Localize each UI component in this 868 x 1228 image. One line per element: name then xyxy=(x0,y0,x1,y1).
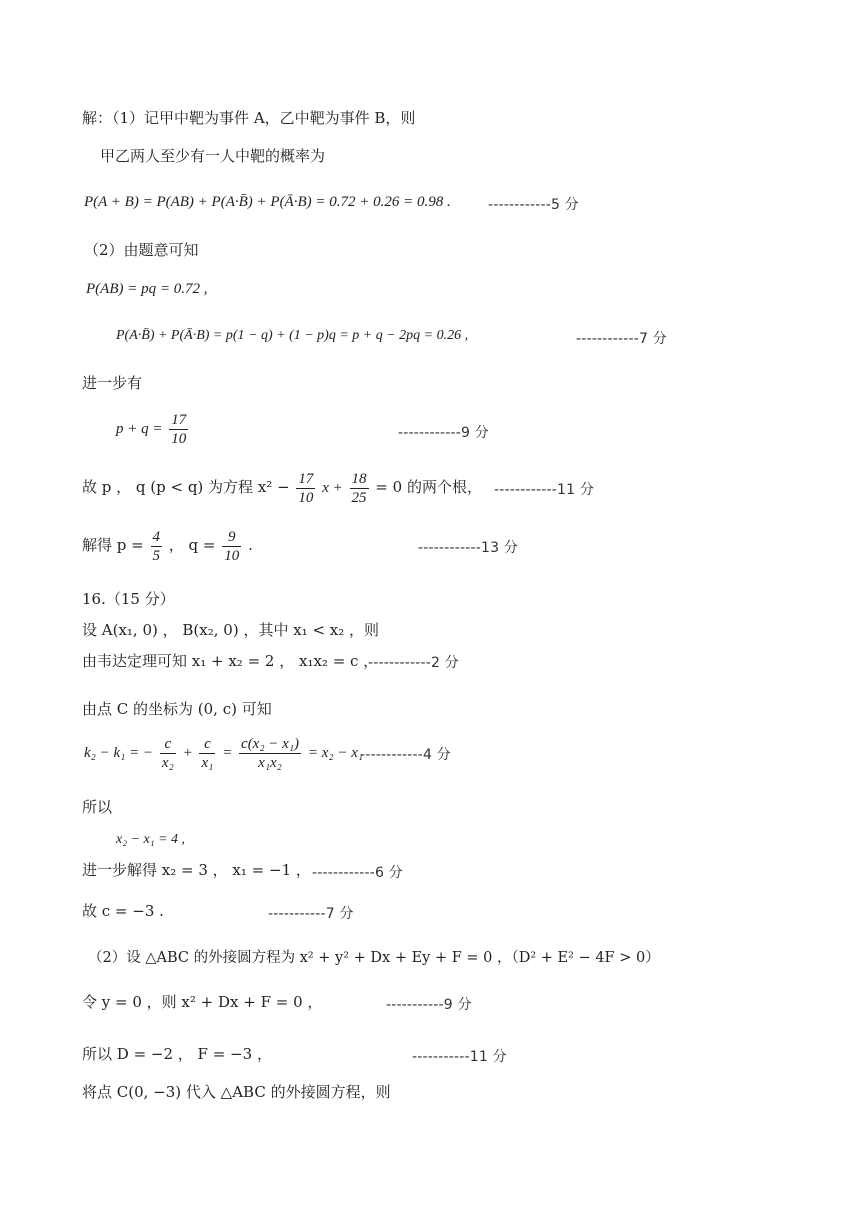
equation-p-ab: P(AB) = pq = 0.72 , xyxy=(86,281,208,297)
d-f-values-line: 所以 D = −2 ， F = −3 ， xyxy=(82,1045,272,1063)
fraction-combined: $\frac{\text{c(x₂ − x₁)}}{\text{x₁x₂}}$ xyxy=(241,735,300,771)
point-c-line: 由点 C 的坐标为 (0, c) 可知 xyxy=(82,700,272,718)
probability-statement: 甲乙两人至少有一人中靶的概率为 xyxy=(100,147,326,165)
therefore-text: 所以 xyxy=(82,798,113,816)
fraction-9-10: $\frac{9}{10}$ xyxy=(224,528,240,564)
fraction-17-10: $\frac{17}{10}$ xyxy=(298,470,314,506)
solution-intro: 解：（1）记甲中靶为事件 A，乙中靶为事件 B，则 xyxy=(82,109,416,127)
further-text: 进一步有 xyxy=(82,374,143,392)
set-points-line: 设 A(x₁, 0) ， B(x₂, 0) ，其中 x₁ < x₂ ，则 xyxy=(82,621,380,639)
c-value-line: 故 c = −3 . xyxy=(82,902,164,920)
score-5: ------------5 分 xyxy=(488,197,579,213)
score-7: ------------7 分 xyxy=(576,331,667,347)
fraction-17-10: $\frac{17}{10}$ xyxy=(171,411,187,447)
fraction-18-25: $\frac{18}{25}$ xyxy=(351,470,367,506)
equation-p-a-plus-b: P(A + B) = P(AB) + P(A·B̄) + P(Ā·B) = 0.72 + 0.26 = 0.98 . xyxy=(84,194,451,210)
fraction-4-5: $\frac{4}{5}$ xyxy=(152,528,160,564)
fraction-c-x2: $\frac{c}{\text{x₂}}$ xyxy=(161,735,174,771)
equation-p-plus-q xyxy=(116,410,190,448)
substitute-point-c-line: 将点 C(0, −3) 代入 △ABC 的外接圆方程，则 xyxy=(82,1083,391,1101)
score-4: ------------4 分 xyxy=(360,747,451,763)
score-7b: -----------7 分 xyxy=(268,906,354,922)
score-6: ------------6 分 xyxy=(312,865,403,881)
score-2: ------------2 分 xyxy=(368,655,459,671)
equation-complement-sum: P(A·B̄) + P(Ā·B) = p(1 − q) + (1 − p)q = p + q − 2pq = 0.26 , xyxy=(116,328,469,343)
solved-p-q-line: 解得 p = $\frac{4}{5}$ ， q = $\frac{9}{10}$ . xyxy=(82,528,253,564)
quadratic-roots-line: 故 p ， q (p < q) 为方程 x² − $\frac{17}{10}$ x + $\frac{18}{25}$ = 0 的两个根， xyxy=(82,470,482,506)
part-2-heading: （2）由题意可知 xyxy=(84,241,199,259)
let-y-zero-line: 令 y = 0 ，则 x² + Dx + F = 0 ， xyxy=(82,993,323,1011)
problem-16-heading: 16.（15 分） xyxy=(82,590,175,608)
equation-x2-minus-x1: x₂ − x₁ = 4 , xyxy=(116,832,186,847)
slope-difference-line: k₂ − k₁ = − $\frac{c}{\text{x₂}}$ + $\frac{c}{\text{x₁}}$ = $\frac{\text{c(x₂ − x₁)}}{\text{x₁x₂}}$ = x₂ − x₁ xyxy=(84,735,364,771)
score-11b: -----------11 分 xyxy=(412,1049,507,1065)
vieta-line: 由韦达定理可知 x₁ + x₂ = 2 ， x₁x₂ = c ， xyxy=(82,652,379,670)
equation-lhs: p + q = xyxy=(116,421,163,437)
fraction-c-x1: $\frac{c}{\text{x₁}}$ xyxy=(201,735,214,771)
score-9b: -----------9 分 xyxy=(386,997,472,1013)
score-11: ------------11 分 xyxy=(494,482,595,498)
score-9: ------------9 分 xyxy=(398,425,489,441)
score-13: ------------13 分 xyxy=(418,540,519,556)
solve-x-line: 进一步解得 x₂ = 3 ， x₁ = −1 ， xyxy=(82,861,311,879)
circumcircle-equation-line: （2）设 △ABC 的外接圆方程为 x² + y² + Dx + Ey + F = 0 ，（D² + E² − 4F > 0） xyxy=(88,950,660,966)
